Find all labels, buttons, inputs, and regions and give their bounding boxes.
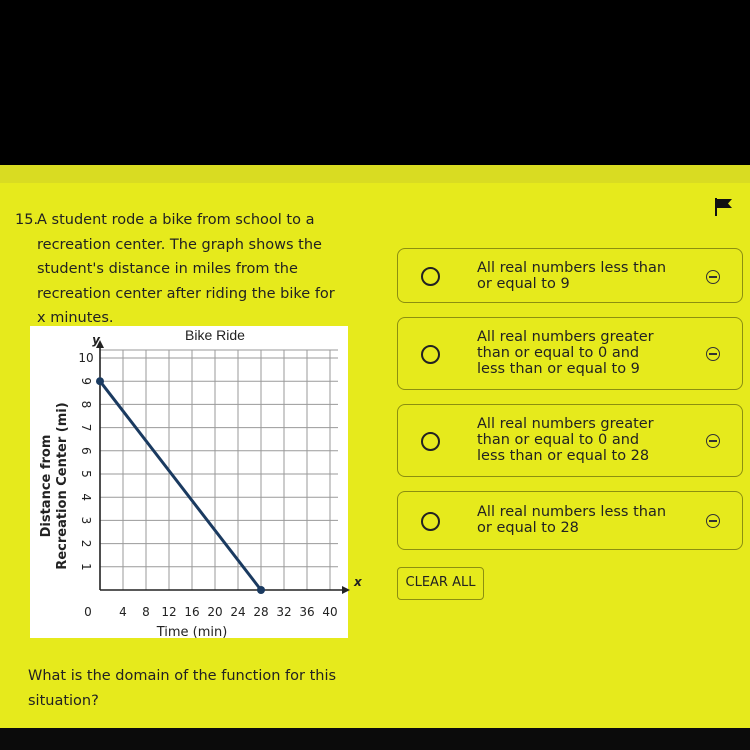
y-tick-label: 8: [79, 400, 93, 409]
answer-choice-d[interactable]: [397, 491, 743, 550]
question-line: recreation center. The graph shows the: [37, 236, 322, 253]
answer-choice-b[interactable]: [397, 317, 743, 390]
origin-label: 0: [84, 605, 92, 619]
y-tick-label: 1: [79, 562, 93, 571]
top-strip: [0, 165, 750, 185]
y-tick-label: 3: [79, 516, 93, 525]
question-line: A student rode a bike from school to a: [37, 212, 315, 228]
x-tick-label: 32: [276, 605, 292, 619]
y-tick-label: 10: [78, 351, 94, 365]
chart-svg: [30, 326, 362, 640]
clear-all-button[interactable]: CLEAR ALL: [397, 567, 484, 600]
answer-choice-a[interactable]: [397, 248, 743, 303]
question-line: student's distance in miles from the: [37, 261, 298, 277]
prompt-line: What is the domain of the function for this: [28, 668, 337, 684]
data-point: [257, 586, 265, 594]
choice-line: or equal to 28: [477, 520, 579, 536]
data-line: [100, 381, 261, 590]
radio-button[interactable]: [421, 512, 440, 531]
flag-icon[interactable]: [714, 198, 734, 216]
data-point: [96, 377, 104, 385]
choice-line: All real numbers less than: [477, 260, 667, 276]
x-tick-label: 12: [161, 605, 177, 619]
choice-line: than or equal to 0 and: [477, 345, 640, 361]
answer-choice-c[interactable]: [397, 404, 743, 477]
choice-label: [477, 260, 677, 292]
x-tick-label: 28: [253, 605, 269, 619]
x-tick-label: 16: [184, 605, 200, 619]
question-line: x minutes.: [37, 310, 114, 326]
choice-line: than or equal to 0 and: [477, 432, 640, 448]
y-tick-label: 9: [79, 377, 93, 386]
choice-line: All real numbers greater: [477, 416, 654, 432]
y-tick-label: 6: [79, 446, 93, 455]
eliminate-icon[interactable]: [706, 434, 720, 448]
domain-question: [28, 664, 358, 713]
eliminate-icon[interactable]: [706, 514, 720, 528]
x-tick-label: 8: [142, 605, 150, 619]
y-axis-label-line2: Recreation Center (mi): [55, 402, 70, 570]
choice-label: [477, 504, 677, 536]
eliminate-icon[interactable]: [706, 347, 720, 361]
choice-line: or equal to 9: [477, 276, 570, 292]
x-axis-label: Time (min): [156, 625, 228, 640]
choice-line: All real numbers greater: [477, 329, 654, 345]
choice-line: All real numbers less than: [477, 504, 667, 520]
x-tick-label: 4: [119, 605, 127, 619]
y-axis-letter: y: [92, 333, 100, 347]
y-tick-label: 2: [79, 539, 93, 548]
x-tick-label: 20: [207, 605, 223, 619]
radio-button[interactable]: [421, 432, 440, 451]
question-text: [15, 208, 345, 331]
bike-ride-graph: [30, 326, 362, 640]
x-axis-letter: x: [354, 575, 362, 589]
choice-line: less than or equal to 28: [477, 448, 650, 464]
radio-button[interactable]: [421, 267, 440, 286]
radio-button[interactable]: [421, 345, 440, 364]
y-tick-label: 7: [79, 423, 93, 432]
y-axis-label-line1: Distance from: [39, 434, 54, 538]
bottom-bar: [0, 728, 750, 750]
choice-label: [477, 416, 677, 464]
eliminate-icon[interactable]: [706, 270, 720, 284]
question-number: 15.: [15, 212, 39, 228]
prompt-line: situation?: [28, 692, 99, 709]
question-line: recreation center after riding the bike for: [37, 285, 335, 302]
choice-line: less than or equal to 9: [477, 361, 640, 377]
x-tick-label: 24: [230, 605, 246, 619]
choice-label: [477, 329, 677, 377]
chart-title: Bike Ride: [185, 327, 245, 343]
y-tick-label: 5: [79, 470, 93, 478]
y-tick-label: 4: [79, 493, 93, 502]
x-tick-label: 36: [299, 605, 315, 619]
x-tick-label: 40: [322, 605, 338, 619]
